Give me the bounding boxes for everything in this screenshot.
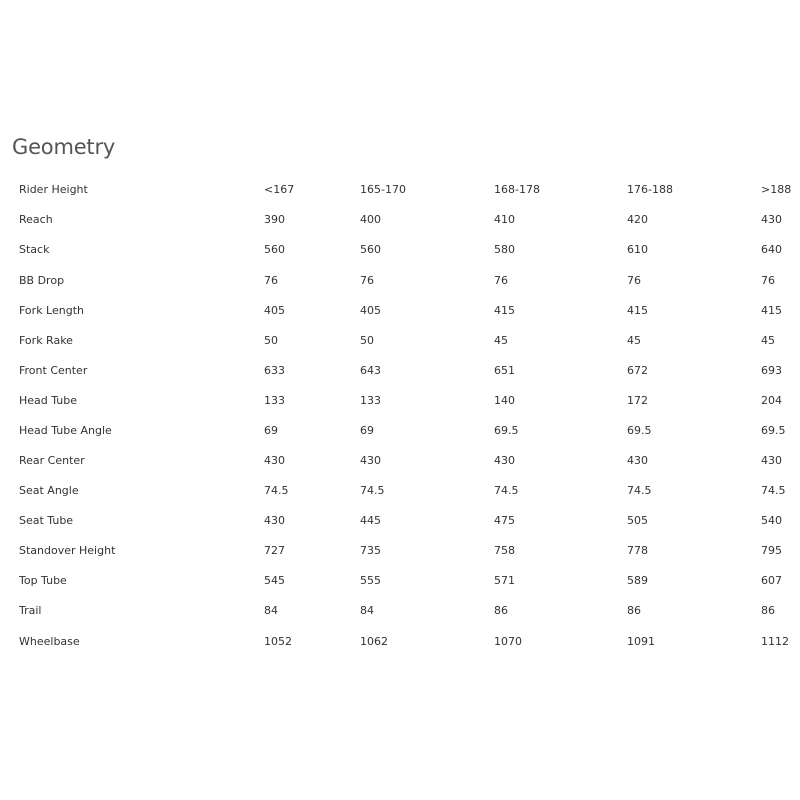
table-cell: 45 xyxy=(494,334,508,347)
table-cell: 1062 xyxy=(360,635,388,648)
table-row xyxy=(0,243,800,273)
table-cell: 795 xyxy=(761,544,782,557)
table-cell: 76 xyxy=(264,274,278,287)
table-cell: 560 xyxy=(264,243,285,256)
table-cell: 50 xyxy=(360,334,374,347)
table-cell: 69 xyxy=(264,424,278,437)
table-cell: 430 xyxy=(360,454,381,467)
table-cell: 633 xyxy=(264,364,285,377)
row-label: Head Tube Angle xyxy=(19,424,112,437)
table-cell: 172 xyxy=(627,394,648,407)
table-row xyxy=(0,604,800,634)
header-cell: <167 xyxy=(264,183,295,196)
table-cell: 415 xyxy=(761,304,782,317)
table-cell: 430 xyxy=(627,454,648,467)
table-cell: 69.5 xyxy=(627,424,652,437)
table-row xyxy=(0,454,800,484)
table-cell: 400 xyxy=(360,213,381,226)
table-cell: 651 xyxy=(494,364,515,377)
table-row xyxy=(0,514,800,544)
table-cell: 76 xyxy=(761,274,775,287)
row-label: Front Center xyxy=(19,364,88,377)
table-cell: 1091 xyxy=(627,635,655,648)
table-cell: 580 xyxy=(494,243,515,256)
table-cell: 420 xyxy=(627,213,648,226)
table-cell: 74.5 xyxy=(494,484,519,497)
row-label: Head Tube xyxy=(19,394,78,407)
table-row xyxy=(0,334,800,364)
table-cell: 672 xyxy=(627,364,648,377)
table-cell: 140 xyxy=(494,394,515,407)
table-cell: 76 xyxy=(360,274,374,287)
table-cell: 430 xyxy=(761,454,782,467)
table-row xyxy=(0,484,800,514)
row-label: Top Tube xyxy=(19,574,67,587)
table-cell: 445 xyxy=(360,514,381,527)
header-cell: 165-170 xyxy=(360,183,406,196)
table-cell: 45 xyxy=(627,334,641,347)
table-cell: 430 xyxy=(264,514,285,527)
table-cell: 415 xyxy=(627,304,648,317)
page-title: Geometry xyxy=(12,135,116,159)
table-cell: 86 xyxy=(627,604,641,617)
table-cell: 430 xyxy=(761,213,782,226)
table-cell: 69 xyxy=(360,424,374,437)
table-cell: 643 xyxy=(360,364,381,377)
row-label: Seat Tube xyxy=(19,514,74,527)
table-cell: 555 xyxy=(360,574,381,587)
table-cell: 76 xyxy=(494,274,508,287)
table-cell: 1112 xyxy=(761,635,789,648)
table-cell: 571 xyxy=(494,574,515,587)
table-cell: 735 xyxy=(360,544,381,557)
table-row xyxy=(0,213,800,243)
table-cell: 640 xyxy=(761,243,782,256)
table-row xyxy=(0,304,800,334)
table-cell: 405 xyxy=(264,304,285,317)
table-cell: 560 xyxy=(360,243,381,256)
row-label: BB Drop xyxy=(19,274,65,287)
row-label: Stack xyxy=(19,243,50,256)
table-cell: 45 xyxy=(761,334,775,347)
table-cell: 778 xyxy=(627,544,648,557)
table-cell: 589 xyxy=(627,574,648,587)
row-label: Rear Center xyxy=(19,454,85,467)
table-cell: 430 xyxy=(494,454,515,467)
table-cell: 133 xyxy=(360,394,381,407)
row-label: Fork Length xyxy=(19,304,84,317)
header-cell: 168-178 xyxy=(494,183,540,196)
table-cell: 540 xyxy=(761,514,782,527)
row-label: Wheelbase xyxy=(19,635,80,648)
table-cell: 758 xyxy=(494,544,515,557)
table-row xyxy=(0,544,800,574)
row-label: Reach xyxy=(19,213,53,226)
table-cell: 204 xyxy=(761,394,782,407)
table-cell: 693 xyxy=(761,364,782,377)
table-cell: 405 xyxy=(360,304,381,317)
table-cell: 475 xyxy=(494,514,515,527)
table-row xyxy=(0,574,800,604)
table-cell: 607 xyxy=(761,574,782,587)
table-cell: 84 xyxy=(264,604,278,617)
table-cell: 74.5 xyxy=(360,484,385,497)
table-cell: 74.5 xyxy=(627,484,652,497)
row-label: Standover Height xyxy=(19,544,116,557)
table-cell: 69.5 xyxy=(494,424,519,437)
table-cell: 86 xyxy=(494,604,508,617)
table-cell: 390 xyxy=(264,213,285,226)
table-cell: 69.5 xyxy=(761,424,786,437)
table-row xyxy=(0,635,800,665)
table-cell: 74.5 xyxy=(761,484,786,497)
table-cell: 415 xyxy=(494,304,515,317)
table-row xyxy=(0,424,800,454)
table-cell: 50 xyxy=(264,334,278,347)
table-cell: 74.5 xyxy=(264,484,289,497)
table-cell: 430 xyxy=(264,454,285,467)
table-row xyxy=(0,394,800,424)
table-cell: 505 xyxy=(627,514,648,527)
header-cell: >188 xyxy=(761,183,792,196)
table-cell: 133 xyxy=(264,394,285,407)
table-cell: 410 xyxy=(494,213,515,226)
table-cell: 86 xyxy=(761,604,775,617)
row-label: Fork Rake xyxy=(19,334,73,347)
table-cell: 727 xyxy=(264,544,285,557)
table-row xyxy=(0,364,800,394)
header-cell: 176-188 xyxy=(627,183,673,196)
table-cell: 545 xyxy=(264,574,285,587)
table-cell: 84 xyxy=(360,604,374,617)
table-cell: 1052 xyxy=(264,635,292,648)
table-cell: 76 xyxy=(627,274,641,287)
row-label: Trail xyxy=(19,604,42,617)
table-cell: 1070 xyxy=(494,635,522,648)
table-header-row xyxy=(0,183,800,213)
row-label: Seat Angle xyxy=(19,484,79,497)
table-row xyxy=(0,274,800,304)
header-cell: Rider Height xyxy=(19,183,88,196)
table-cell: 610 xyxy=(627,243,648,256)
